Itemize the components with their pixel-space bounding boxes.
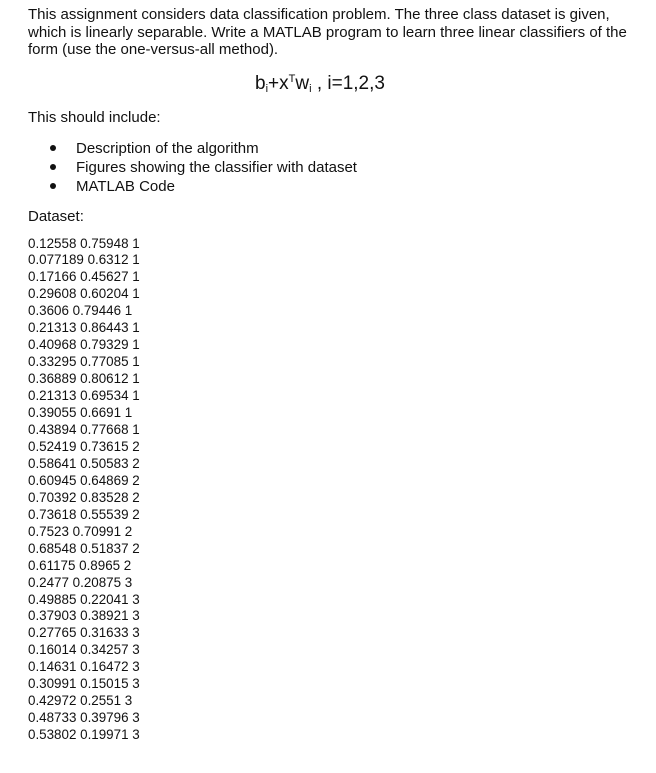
formula-transpose-superscript: T: [288, 72, 296, 85]
dataset-row: 0.21313 0.86443 1: [28, 320, 140, 336]
bullet-icon: [50, 145, 56, 151]
dataset-row: 0.53802 0.19971 3: [28, 727, 140, 743]
dataset-row: 0.2477 0.20875 3: [28, 574, 133, 590]
dataset-list: [28, 236, 648, 745]
dataset-row: 0.27765 0.31633 3: [28, 625, 140, 641]
formula-b-subscript: i: [265, 82, 269, 95]
dataset-row: 0.29608 0.60204 1: [28, 286, 140, 302]
bullet-icon: [50, 183, 56, 189]
dataset-row: 0.42972 0.2551 3: [28, 693, 133, 709]
requirement-item: [48, 158, 648, 177]
formula-b: b: [255, 72, 266, 94]
dataset-row: 0.52419 0.73615 2: [28, 438, 140, 454]
formula-w-subscript: i: [309, 82, 312, 95]
dataset-row: 0.7523 0.70991 2: [28, 523, 133, 539]
assignment-intro: This assignment considers data classification problem. The three class dataset is given, which is linearly separable. Write a MATLAB program to learn three linear classifiers of the form (use the one-versus-all method).: [28, 6, 627, 58]
dataset-row: 0.30991 0.15015 3: [28, 676, 140, 692]
assignment-document: [28, 6, 648, 744]
dataset-row: 0.14631 0.16472 3: [28, 659, 140, 675]
dataset-row: 0.58641 0.50583 2: [28, 455, 140, 471]
requirement-text: Figures showing the classifier with dataset: [76, 158, 357, 176]
dataset-row: 0.60945 0.64869 2: [28, 472, 140, 488]
dataset-row: 0.077189 0.6312 1: [28, 252, 140, 268]
classifier-formula: [28, 73, 612, 95]
dataset-heading: Dataset:: [28, 207, 84, 225]
dataset-row: 0.36889 0.80612 1: [28, 371, 140, 387]
dataset-row: 0.40968 0.79329 1: [28, 337, 140, 353]
requirement-text: MATLAB Code: [76, 177, 175, 195]
dataset-row: 0.12558 0.75948 1: [28, 235, 140, 251]
requirement-item: [48, 177, 648, 196]
dataset-row: 0.3606 0.79446 1: [28, 303, 133, 319]
formula-plus-x: +x: [268, 72, 289, 94]
requirement-text: Description of the algorithm: [76, 139, 259, 157]
formula-index-range: , i=1,2,3: [311, 72, 385, 94]
dataset-row: 0.37903 0.38921 3: [28, 608, 140, 624]
dataset-row: 0.43894 0.77668 1: [28, 421, 140, 437]
dataset-row: 0.16014 0.34257 3: [28, 642, 140, 658]
dataset-row: 0.17166 0.45627 1: [28, 269, 140, 285]
dataset-row: 0.70392 0.83528 2: [28, 489, 140, 505]
requirements-list: [28, 139, 648, 196]
dataset-row: 0.48733 0.39796 3: [28, 710, 140, 726]
dataset-row: 0.39055 0.6691 1: [28, 405, 133, 421]
formula-w: w: [295, 72, 310, 94]
dataset-row: 0.21313 0.69534 1: [28, 388, 140, 404]
dataset-row: 0.68548 0.51837 2: [28, 540, 140, 556]
should-include-heading: This should include:: [28, 108, 161, 126]
dataset-row: 0.49885 0.22041 3: [28, 591, 140, 607]
dataset-row: 0.61175 0.8965 2: [28, 557, 132, 573]
requirement-item: [48, 139, 648, 158]
bullet-icon: [50, 164, 56, 170]
dataset-row: 0.33295 0.77085 1: [28, 354, 140, 370]
dataset-row: 0.73618 0.55539 2: [28, 506, 140, 522]
